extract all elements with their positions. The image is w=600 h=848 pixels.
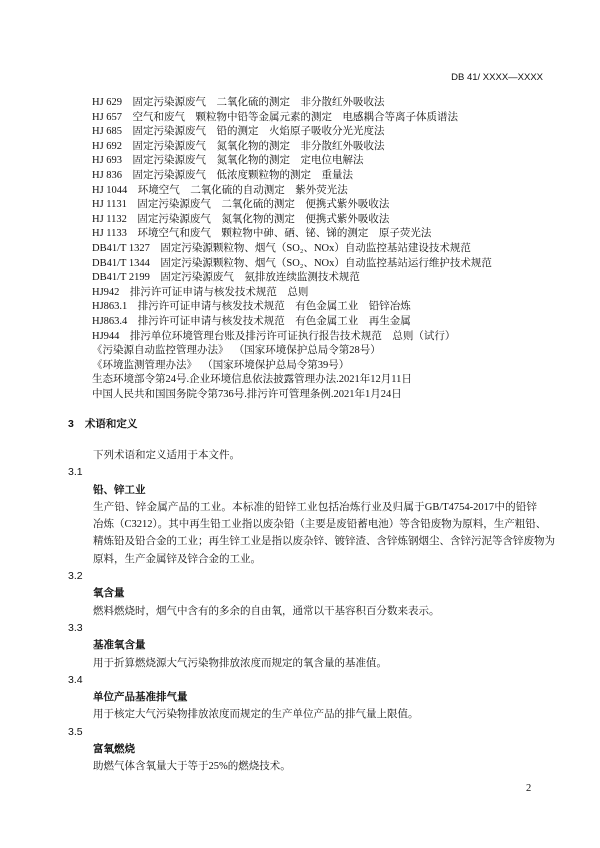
- reference-item: [92, 96, 547, 111]
- reference-text: 中国人民共和国国务院令第736号.排污许可管理条例.2021年1月24日: [92, 388, 402, 400]
- term-name: 铅、锌工业: [93, 483, 146, 496]
- term-definition-line: 助燃气体含氧量大于等于25%的燃烧技术。: [93, 761, 291, 773]
- reference-item: [92, 184, 547, 199]
- reference-code: HJ 693: [92, 155, 123, 167]
- reference-code: HJ944: [92, 330, 120, 342]
- terms-and-definitions: [68, 447, 555, 776]
- reference-title: 排污许可证申请与核发技术规范 有色金属工业 铅锌冶炼: [137, 301, 411, 313]
- reference-code: DB41/T 1327: [92, 242, 150, 254]
- definition-text: 精炼铅及铅合金的工业；再生锌工业是指以废杂锌、镀锌渣、含锌炼钢烟尘、含锌污泥等含锌废物为: [93, 536, 555, 548]
- reference-text: 生态环境部令第24号.企业环境信息依法披露管理办法.2021年12月11日: [92, 374, 412, 386]
- reference-item: [92, 359, 547, 374]
- reference-title: 固定污染源废气 二氧化硫的测定 便携式紫外吸收法: [137, 199, 390, 211]
- reference-item: [92, 257, 547, 272]
- reference-title: 固定污染源废气 氮氧化物的测定 定电位电解法: [132, 155, 364, 167]
- reference-code: HJ 836: [92, 169, 123, 181]
- reference-code: DB41/T 2199: [92, 272, 150, 284]
- reference-code: HJ 657: [92, 111, 123, 123]
- reference-title: 环境空气和废气 颗粒物中砷、硒、铋、锑的测定 原子荧光法: [137, 228, 432, 240]
- reference-title: 环境空气 二氧化硫的自动测定 紫外荧光法: [137, 184, 348, 196]
- reference-code: HJ 685: [92, 126, 123, 138]
- reference-title: 固定污染源废气 二氧化硫的测定 非分散红外吸收法: [132, 97, 385, 108]
- reference-item: [92, 271, 547, 286]
- reference-code: HJ863.1: [92, 301, 128, 313]
- reference-title: 排污单位环境管理台账及排污许可证执行报告技术规范 总则（试行）: [129, 330, 456, 342]
- term-definition-line: [68, 516, 548, 533]
- page-number: 2: [526, 783, 532, 794]
- section-title: 术语和定义: [84, 418, 138, 430]
- reference-code: HJ 692: [92, 140, 123, 152]
- reference-title: 固定污染源废气 铅的测定 火焰原子吸收分光光度法: [132, 126, 385, 138]
- reference-item: [92, 286, 547, 301]
- reference-title: 固定污染源颗粒物、烟气（SO₂、NOx）自动监控基站建设技术规范: [160, 242, 471, 254]
- reference-item: [92, 198, 547, 213]
- term-number: 3.5: [68, 725, 83, 738]
- reference-title: 固定污染源废气 氮氧化物的测定 非分散红外吸收法: [132, 140, 385, 152]
- reference-code: HJ 1131: [92, 199, 127, 211]
- reference-code: HJ 1133: [92, 228, 127, 240]
- reference-item: [92, 330, 547, 345]
- term-name: 基准氧含量: [93, 639, 146, 652]
- reference-item: [92, 315, 547, 330]
- section-heading: [68, 416, 137, 432]
- reference-title: （国家环境保护总局令第39号）: [207, 359, 350, 371]
- normative-references-list: [92, 96, 547, 402]
- reference-code: HJ 1132: [92, 213, 127, 225]
- definition-text: 生产铅、锌金属产品的工业。本标准的铅锌工业包括冶炼行业及归属于GB/T4754-2017中的铅锌: [93, 501, 537, 513]
- reference-item: [92, 125, 547, 140]
- reference-code: HJ 629: [92, 97, 123, 108]
- term-definition-line: [68, 533, 555, 550]
- term-number: 3.4: [68, 673, 83, 686]
- reference-item: [92, 242, 547, 257]
- term-definition-line: 用于折算燃烧源大气污染物排放浓度而规定的氧含量的基准值。: [93, 657, 387, 669]
- term-definition-line: 原料，生产金属锌及锌合金的工业。: [93, 553, 261, 565]
- term-definition-line: 燃料燃烧时，烟气中含有的多余的自由氧，通常以干基容积百分数来表示。: [93, 605, 440, 617]
- reference-item: [92, 111, 547, 126]
- reference-item: [92, 227, 547, 242]
- document-code-header: DB 41/ XXXX—XXXX: [451, 72, 543, 83]
- reference-title: 排污许可证申请与核发技术规范 总则: [129, 286, 309, 298]
- term-number: 3.1: [68, 466, 83, 479]
- reference-item: [92, 344, 547, 359]
- term-definition-line: [68, 499, 548, 516]
- reference-title: 固定污染源废气 氮氧化物的测定 便携式紫外吸收法: [137, 213, 390, 225]
- reference-code: 《污染源自动监控管理办法》: [92, 345, 229, 357]
- reference-title: （国家环境保护总局令第28号）: [239, 345, 381, 357]
- reference-item: [92, 154, 547, 169]
- reference-item: [92, 169, 547, 184]
- reference-item: [92, 300, 547, 315]
- term-name: 氧含量: [93, 587, 125, 600]
- reference-title: 空气和废气 颗粒物中铅等金属元素的测定 电感耦合等离子体质谱法: [132, 111, 459, 123]
- reference-code: DB41/T 1344: [92, 257, 150, 269]
- section-intro: 下列术语和定义适用于本文件。: [93, 450, 240, 461]
- reference-item: [92, 213, 547, 228]
- term-name: 单位产品基准排气量: [93, 691, 188, 704]
- reference-title: 固定污染源颗粒物、烟气（SO₂、NOx）自动监控基站运行维护技术规范: [160, 257, 492, 269]
- term-number: 3.3: [68, 621, 83, 634]
- reference-item: [92, 388, 547, 403]
- reference-item: [92, 140, 547, 155]
- reference-title: 固定污染源废气 氨排放连续监测技术规范: [160, 272, 360, 284]
- reference-code: 《环境监测管理办法》: [92, 359, 197, 371]
- term-number: 3.2: [68, 570, 83, 583]
- reference-code: HJ942: [92, 286, 120, 298]
- reference-code: HJ863.4: [92, 315, 128, 327]
- reference-title: 固定污染源废气 低浓度颗粒物的测定 重量法: [132, 169, 354, 181]
- reference-item: [92, 373, 547, 388]
- reference-code: HJ 1044: [92, 184, 128, 196]
- section-number: 3: [68, 418, 74, 430]
- term-name: 富氧燃烧: [93, 743, 135, 756]
- term-definition-line: 用于核定大气污染物排放浓度而规定的生产单位产品的排气量上限值。: [93, 709, 419, 721]
- definition-text: 冶炼（C3212）。其中再生铅工业指以废杂铅（主要是废铅蓄电池）等含铅废物为原料，生产粗铅、: [93, 519, 547, 531]
- reference-title: 排污许可证申请与核发技术规范 有色金属工业 再生金属: [137, 315, 411, 327]
